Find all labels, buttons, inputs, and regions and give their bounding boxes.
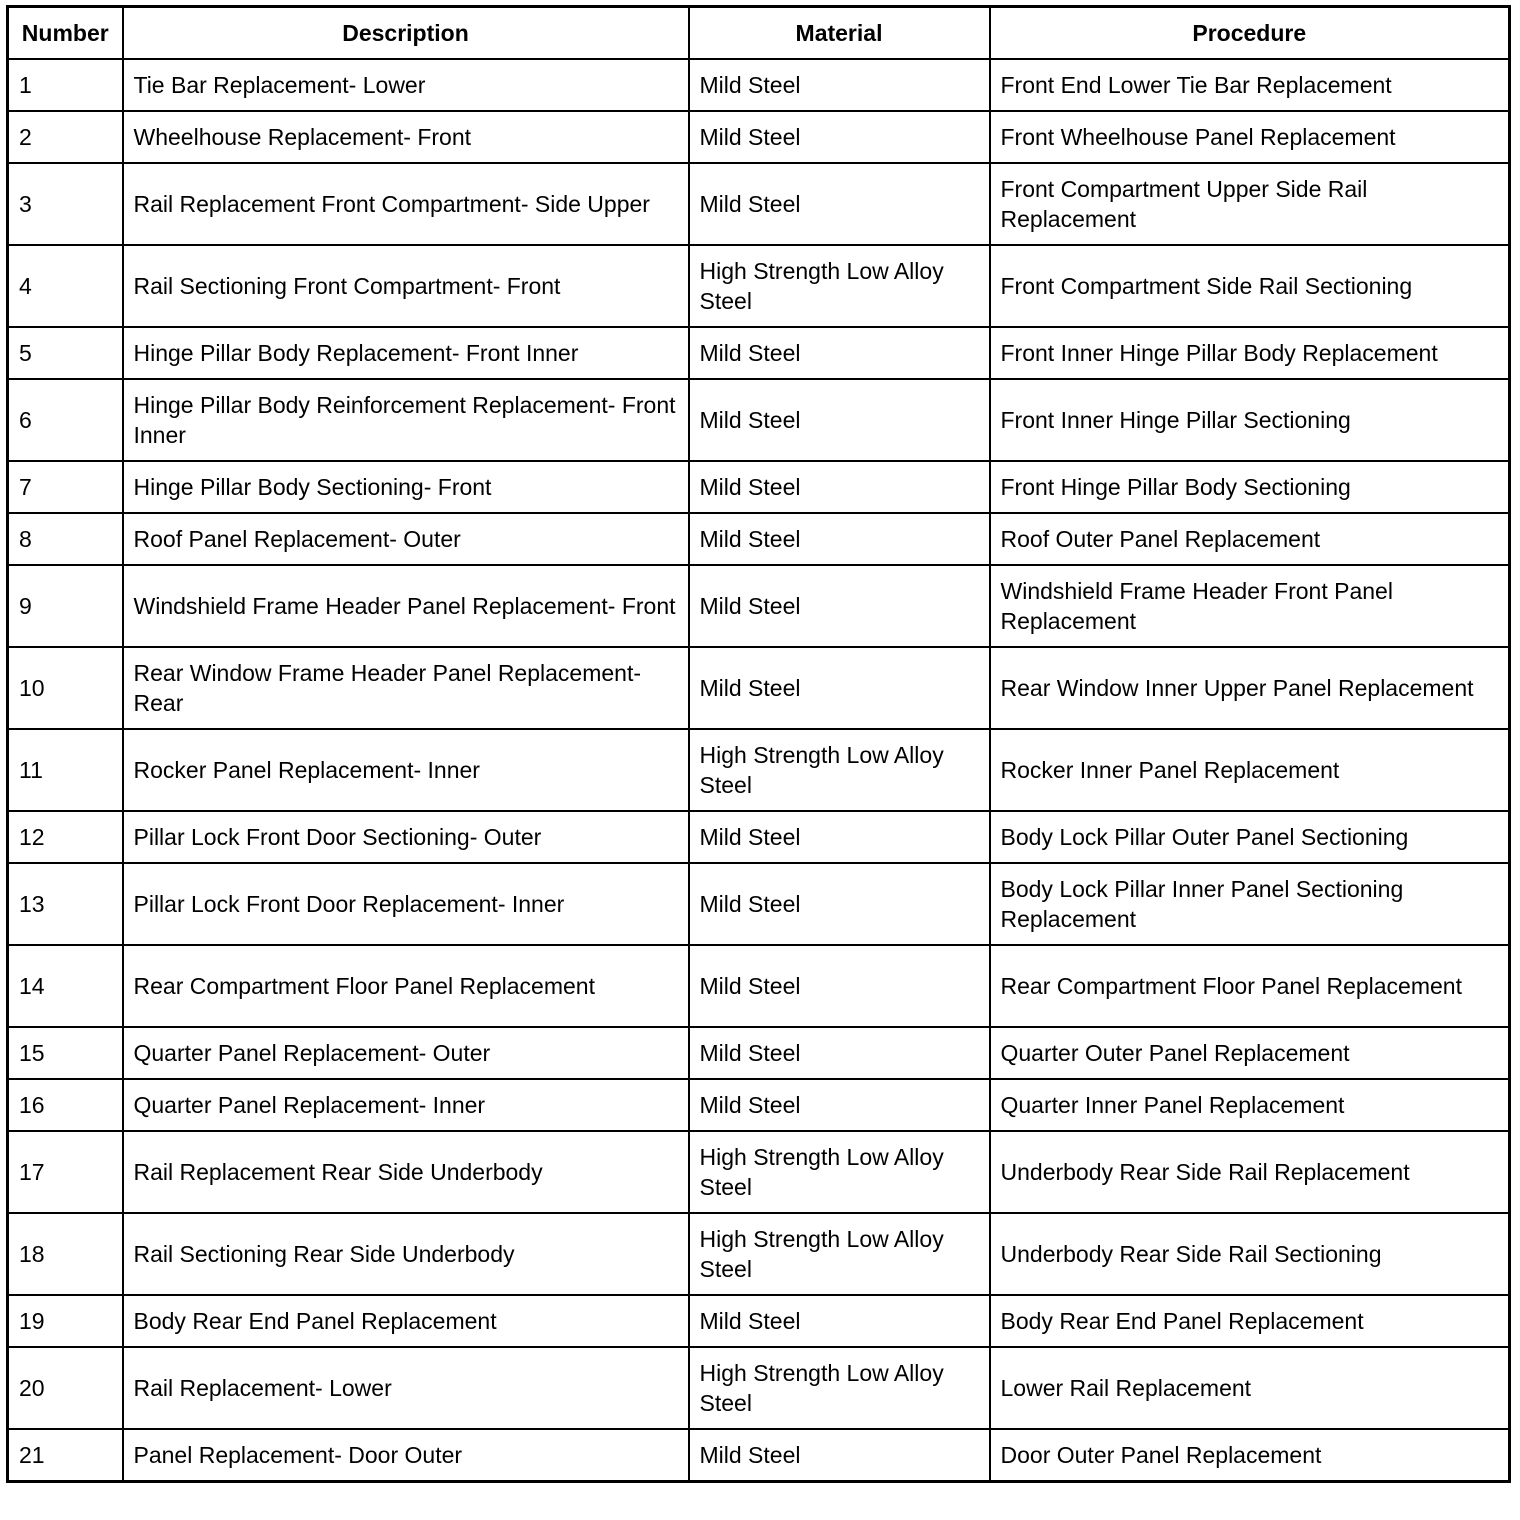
table-row — [8, 1213, 1510, 1295]
cell-description: Pillar Lock Front Door Sectioning- Outer — [123, 811, 689, 863]
cell-procedure: Rear Compartment Floor Panel Replacement — [990, 945, 1510, 1027]
cell-number: 7 — [8, 461, 123, 513]
cell-number: 8 — [8, 513, 123, 565]
table-row — [8, 1131, 1510, 1213]
cell-number: 21 — [8, 1429, 123, 1482]
table-row — [8, 647, 1510, 729]
header-number: Number — [8, 7, 123, 60]
cell-description: Rail Replacement- Lower — [123, 1347, 689, 1429]
cell-material: Mild Steel — [689, 1027, 990, 1079]
cell-material: High Strength Low Alloy Steel — [689, 1131, 990, 1213]
cell-number: 15 — [8, 1027, 123, 1079]
cell-procedure: Body Rear End Panel Replacement — [990, 1295, 1510, 1347]
cell-material: Mild Steel — [689, 647, 990, 729]
cell-procedure: Front Wheelhouse Panel Replacement — [990, 111, 1510, 163]
cell-description: Quarter Panel Replacement- Inner — [123, 1079, 689, 1131]
table-row — [8, 729, 1510, 811]
cell-procedure: Body Lock Pillar Outer Panel Sectioning — [990, 811, 1510, 863]
cell-procedure: Front Inner Hinge Pillar Body Replacement — [990, 327, 1510, 379]
table-row — [8, 1027, 1510, 1079]
cell-material: Mild Steel — [689, 811, 990, 863]
cell-material: Mild Steel — [689, 1429, 990, 1482]
cell-description: Rear Compartment Floor Panel Replacement — [123, 945, 689, 1027]
table-row — [8, 863, 1510, 945]
cell-number: 17 — [8, 1131, 123, 1213]
cell-material: Mild Steel — [689, 513, 990, 565]
cell-number: 9 — [8, 565, 123, 647]
repair-procedures-table-wrapper — [6, 5, 1508, 1483]
cell-description: Panel Replacement- Door Outer — [123, 1429, 689, 1482]
header-material: Material — [689, 7, 990, 60]
table-row — [8, 1079, 1510, 1131]
cell-description: Wheelhouse Replacement- Front — [123, 111, 689, 163]
cell-procedure: Roof Outer Panel Replacement — [990, 513, 1510, 565]
cell-description: Tie Bar Replacement- Lower — [123, 59, 689, 111]
cell-description: Pillar Lock Front Door Replacement- Inner — [123, 863, 689, 945]
cell-material: Mild Steel — [689, 327, 990, 379]
cell-procedure: Quarter Outer Panel Replacement — [990, 1027, 1510, 1079]
cell-description: Rail Sectioning Rear Side Underbody — [123, 1213, 689, 1295]
cell-number: 6 — [8, 379, 123, 461]
cell-material: Mild Steel — [689, 59, 990, 111]
header-procedure: Procedure — [990, 7, 1510, 60]
cell-material: Mild Steel — [689, 163, 990, 245]
cell-procedure: Front Hinge Pillar Body Sectioning — [990, 461, 1510, 513]
cell-description: Hinge Pillar Body Reinforcement Replacement- Front Inner — [123, 379, 689, 461]
cell-procedure: Door Outer Panel Replacement — [990, 1429, 1510, 1482]
cell-description: Quarter Panel Replacement- Outer — [123, 1027, 689, 1079]
table-row — [8, 327, 1510, 379]
cell-procedure: Body Lock Pillar Inner Panel Sectioning Replacement — [990, 863, 1510, 945]
cell-procedure: Underbody Rear Side Rail Replacement — [990, 1131, 1510, 1213]
cell-procedure: Lower Rail Replacement — [990, 1347, 1510, 1429]
cell-material: Mild Steel — [689, 945, 990, 1027]
cell-description: Rail Sectioning Front Compartment- Front — [123, 245, 689, 327]
cell-number: 12 — [8, 811, 123, 863]
cell-material: Mild Steel — [689, 1295, 990, 1347]
table-row — [8, 461, 1510, 513]
cell-material: Mild Steel — [689, 1079, 990, 1131]
cell-procedure: Underbody Rear Side Rail Sectioning — [990, 1213, 1510, 1295]
cell-material: High Strength Low Alloy Steel — [689, 1347, 990, 1429]
header-row — [8, 7, 1510, 60]
cell-material: High Strength Low Alloy Steel — [689, 729, 990, 811]
cell-procedure: Rear Window Inner Upper Panel Replacement — [990, 647, 1510, 729]
cell-description: Rail Replacement Rear Side Underbody — [123, 1131, 689, 1213]
cell-number: 14 — [8, 945, 123, 1027]
cell-procedure: Quarter Inner Panel Replacement — [990, 1079, 1510, 1131]
cell-number: 1 — [8, 59, 123, 111]
cell-procedure: Rocker Inner Panel Replacement — [990, 729, 1510, 811]
cell-procedure: Front Compartment Side Rail Sectioning — [990, 245, 1510, 327]
cell-material: High Strength Low Alloy Steel — [689, 1213, 990, 1295]
cell-number: 20 — [8, 1347, 123, 1429]
cell-procedure: Windshield Frame Header Front Panel Replacement — [990, 565, 1510, 647]
cell-material: Mild Steel — [689, 565, 990, 647]
cell-description: Rear Window Frame Header Panel Replacement- Rear — [123, 647, 689, 729]
cell-description: Hinge Pillar Body Replacement- Front Inner — [123, 327, 689, 379]
table-row — [8, 1347, 1510, 1429]
table-row — [8, 163, 1510, 245]
repair-procedures-table — [6, 5, 1511, 1483]
cell-procedure: Front Inner Hinge Pillar Sectioning — [990, 379, 1510, 461]
cell-procedure: Front Compartment Upper Side Rail Replacement — [990, 163, 1510, 245]
cell-number: 18 — [8, 1213, 123, 1295]
table-row — [8, 513, 1510, 565]
cell-number: 10 — [8, 647, 123, 729]
cell-number: 2 — [8, 111, 123, 163]
table-row — [8, 565, 1510, 647]
cell-description: Rail Replacement Front Compartment- Side Upper — [123, 163, 689, 245]
cell-description: Hinge Pillar Body Sectioning- Front — [123, 461, 689, 513]
cell-material: High Strength Low Alloy Steel — [689, 245, 990, 327]
cell-number: 11 — [8, 729, 123, 811]
cell-number: 5 — [8, 327, 123, 379]
table-row — [8, 245, 1510, 327]
cell-description: Windshield Frame Header Panel Replacement- Front — [123, 565, 689, 647]
cell-number: 4 — [8, 245, 123, 327]
table-row — [8, 379, 1510, 461]
table-row — [8, 945, 1510, 1027]
cell-number: 16 — [8, 1079, 123, 1131]
table-row — [8, 59, 1510, 111]
cell-description: Roof Panel Replacement- Outer — [123, 513, 689, 565]
cell-material: Mild Steel — [689, 379, 990, 461]
cell-procedure: Front End Lower Tie Bar Replacement — [990, 59, 1510, 111]
cell-material: Mild Steel — [689, 461, 990, 513]
cell-material: Mild Steel — [689, 111, 990, 163]
table-row — [8, 811, 1510, 863]
table-row — [8, 111, 1510, 163]
cell-number: 13 — [8, 863, 123, 945]
table-row — [8, 1429, 1510, 1482]
cell-description: Body Rear End Panel Replacement — [123, 1295, 689, 1347]
table-row — [8, 1295, 1510, 1347]
cell-number: 3 — [8, 163, 123, 245]
cell-description: Rocker Panel Replacement- Inner — [123, 729, 689, 811]
cell-number: 19 — [8, 1295, 123, 1347]
cell-material: Mild Steel — [689, 863, 990, 945]
header-description: Description — [123, 7, 689, 60]
